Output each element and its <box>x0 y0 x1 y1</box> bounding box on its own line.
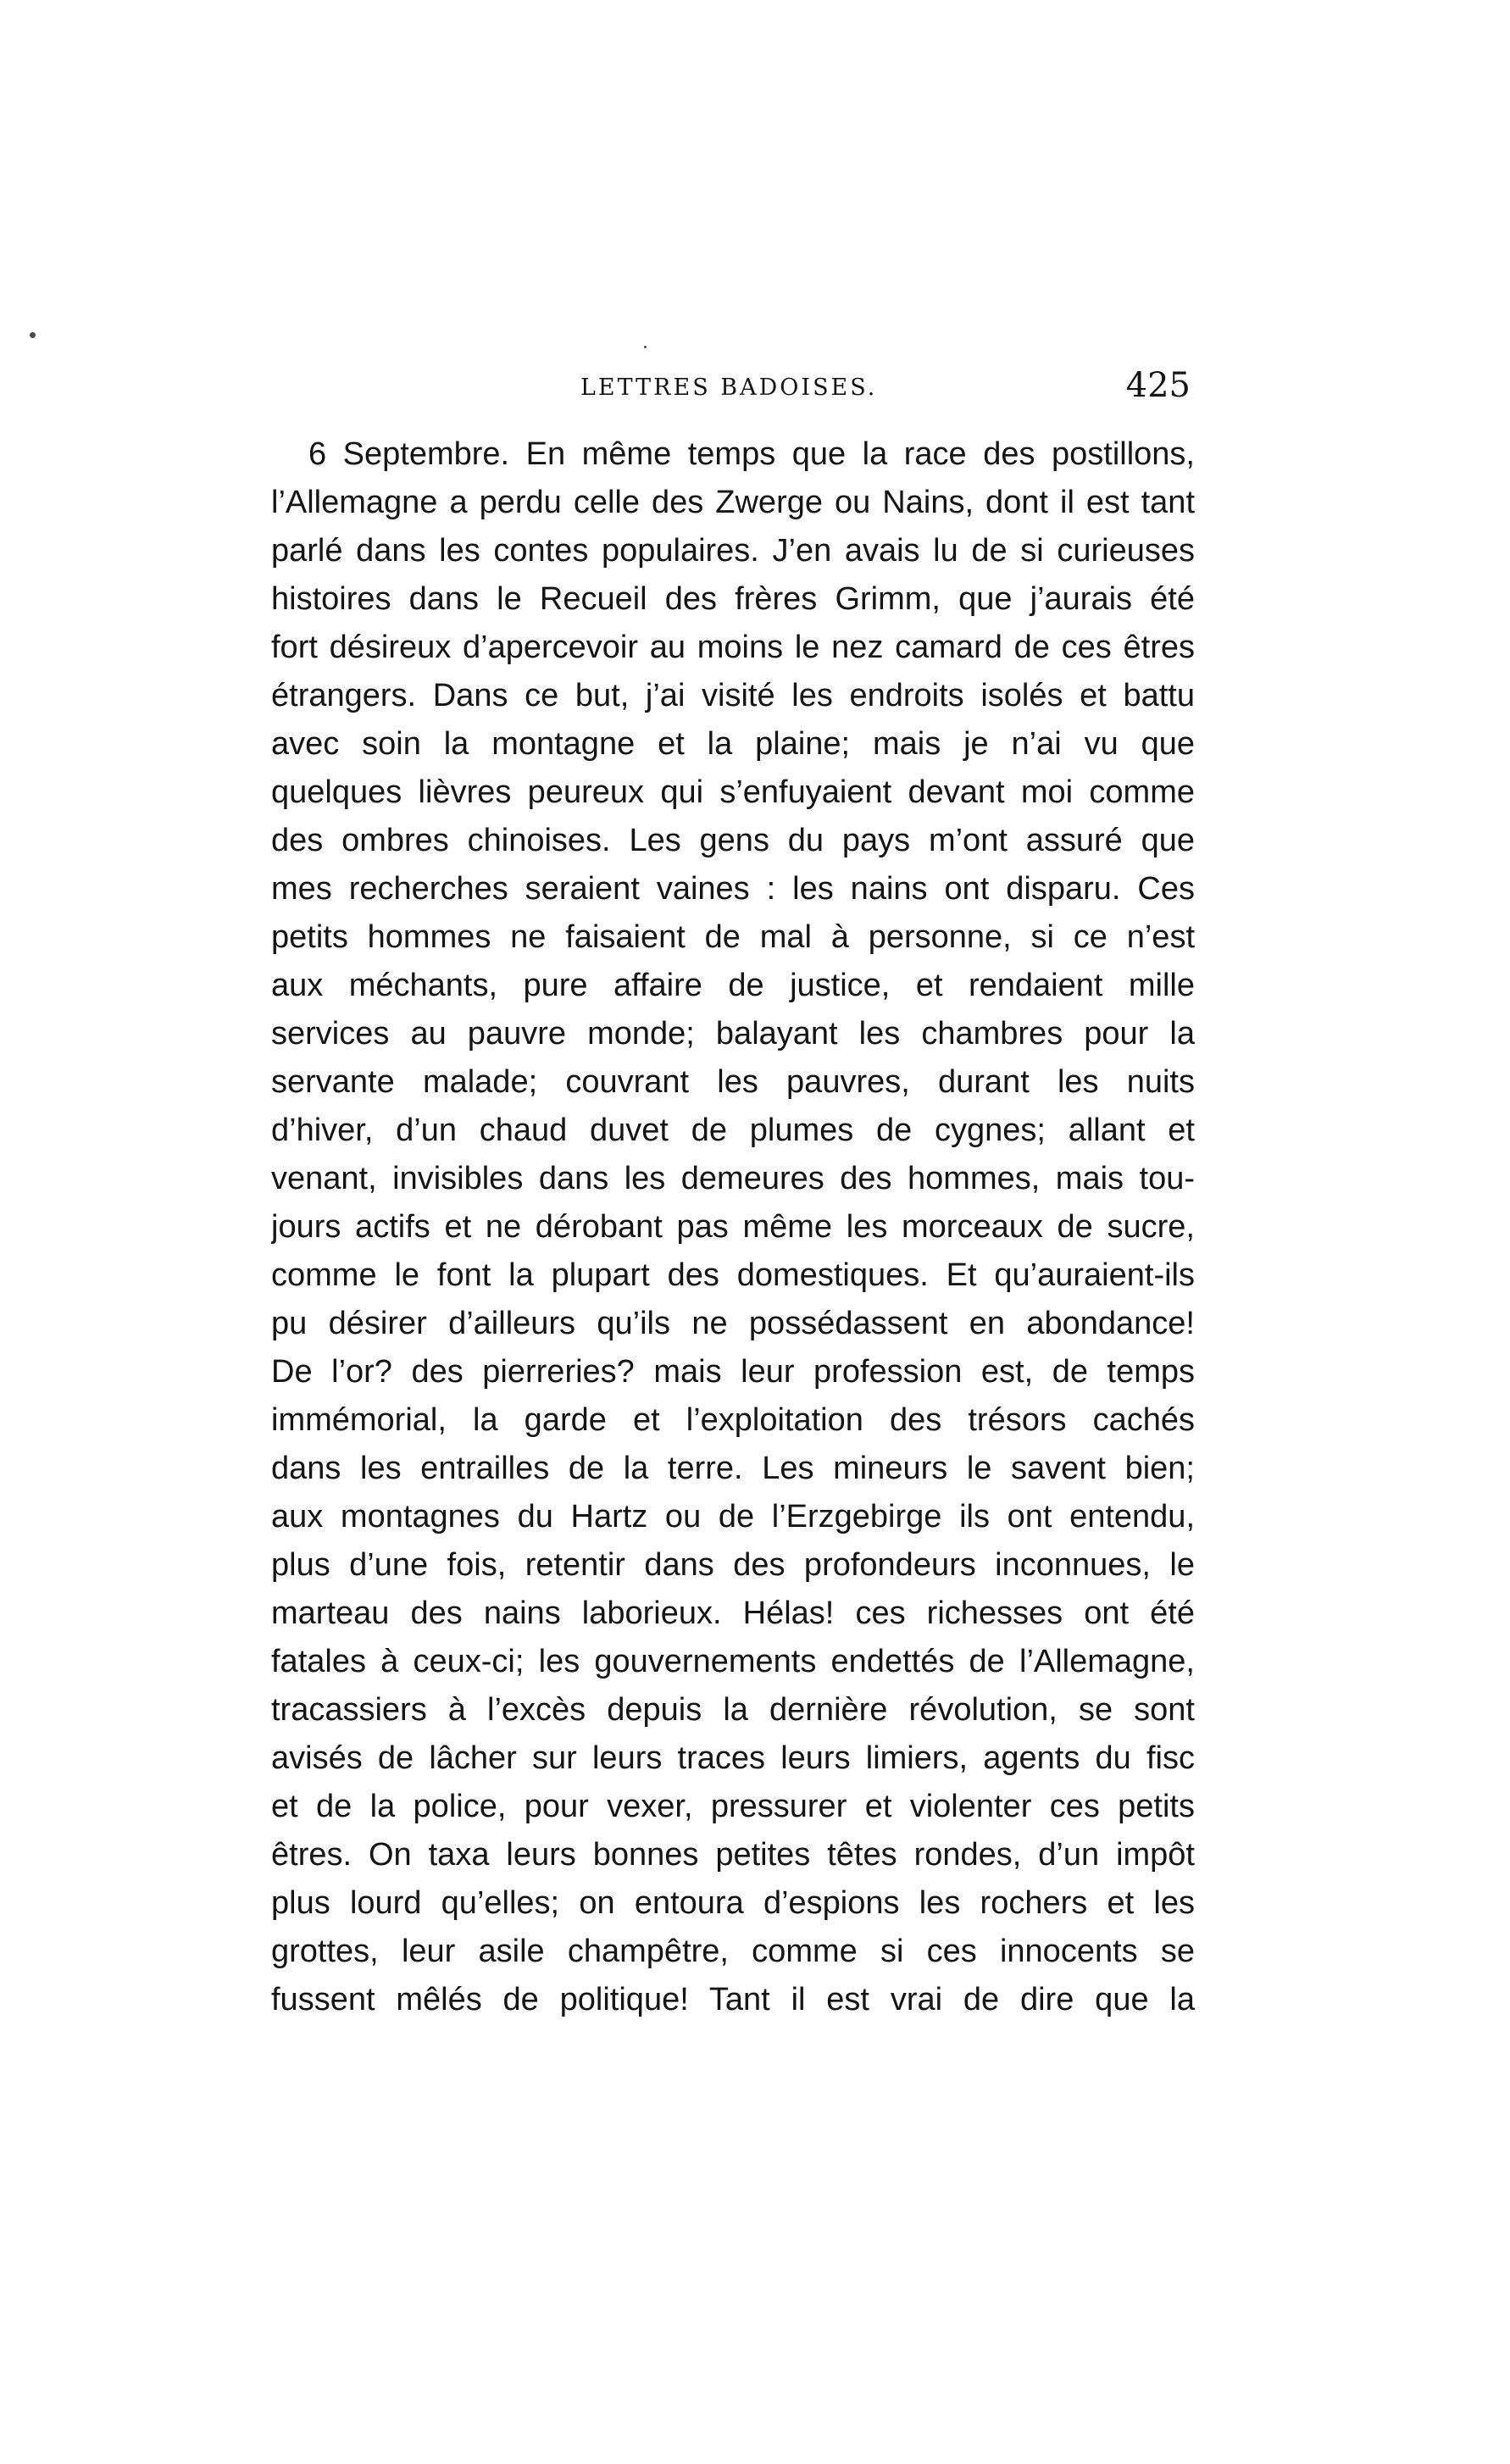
text-line: et de la police, pour vexer, pressurer et violenter ces petits <box>271 1789 1195 1824</box>
text-line: plus lourd qu’elles; on entoura d’espions les rochers et les <box>271 1885 1195 1921</box>
text-line: venant, invisibles dans les demeures des hommes, mais tou- <box>271 1161 1195 1196</box>
text-line: marteau des nains laborieux. Hélas! ces richesses ont été <box>271 1595 1195 1631</box>
text-line: fort désireux d’apercevoir au moins le nez camard de ces êtres <box>271 630 1195 665</box>
running-title: LETTRES BADOISES. <box>580 375 878 401</box>
text-line: l’Allemagne a perdu celle des Zwerge ou Nains, dont il est tant <box>271 485 1195 520</box>
text-line: grottes, leur asile champêtre, comme si ces innocents se <box>271 1934 1195 1969</box>
text-line: aux méchants, pure affaire de justice, et rendaient mille <box>271 968 1195 1003</box>
text-line: fatales à ceux-ci; les gouvernements endettés de l’Allemagne, <box>271 1644 1195 1679</box>
text-line: 6 Septembre. En même temps que la race des postillons, <box>308 436 1195 472</box>
page-number: 425 <box>1125 366 1191 405</box>
text-line: servante malade; couvrant les pauvres, durant les nuits <box>271 1064 1195 1100</box>
print-speck <box>644 346 647 348</box>
text-line: dans les entrailles de la terre. Les mineurs le savent bien; <box>271 1451 1195 1486</box>
text-line: immémorial, la garde et l’exploitation des trésors cachés <box>271 1402 1195 1438</box>
text-line: avec soin la montagne et la plaine; mais je n’ai vu que <box>271 726 1195 762</box>
text-line: histoires dans le Recueil des frères Grimm, que j’aurais été <box>271 581 1195 617</box>
text-line: De l’or? des pierreries? mais leur profession est, de temps <box>271 1354 1195 1390</box>
body-text <box>271 430 1195 2024</box>
text-line: parlé dans les contes populaires. J’en avais lu de si curieuses <box>271 533 1195 569</box>
text-line: fussent mêlés de politique! Tant il est vrai de dire que la <box>271 1982 1195 2017</box>
text-line: avisés de lâcher sur leurs traces leurs limiers, agents du fisc <box>271 1740 1195 1776</box>
text-line: comme le font la plupart des domestiques. Et qu’auraient-ils <box>271 1257 1195 1293</box>
text-line: tracassiers à l’excès depuis la dernière révolution, se sont <box>271 1692 1195 1728</box>
text-line: des ombres chinoises. Les gens du pays m’ont assuré que <box>271 823 1195 858</box>
text-line: êtres. On taxa leurs bonnes petites têtes rondes, d’un impôt <box>271 1837 1195 1873</box>
text-line: étrangers. Dans ce but, j’ai visité les endroits isolés et battu <box>271 678 1195 713</box>
page-header <box>271 366 1203 417</box>
text-line: d’hiver, d’un chaud duvet de plumes de cygnes; allant et <box>271 1113 1195 1148</box>
text-line: jours actifs et ne dérobant pas même les morceaux de sucre, <box>271 1209 1195 1245</box>
text-line: pu désirer d’ailleurs qu’ils ne possédassent en abondance! <box>271 1306 1195 1341</box>
print-speck <box>30 332 36 338</box>
text-line: services au pauvre monde; balayant les chambres pour la <box>271 1016 1195 1052</box>
text-line: plus d’une fois, retentir dans des profondeurs inconnues, le <box>271 1547 1195 1583</box>
text-line: mes recherches seraient vaines : les nains ont disparu. Ces <box>271 871 1195 907</box>
text-line: petits hommes ne faisaient de mal à personne, si ce n’est <box>271 919 1195 955</box>
text-line: aux montagnes du Hartz ou de l’Erzgebirge ils ont entendu, <box>271 1499 1195 1534</box>
text-line: quelques lièvres peureux qui s’enfuyaient devant moi comme <box>271 774 1195 810</box>
